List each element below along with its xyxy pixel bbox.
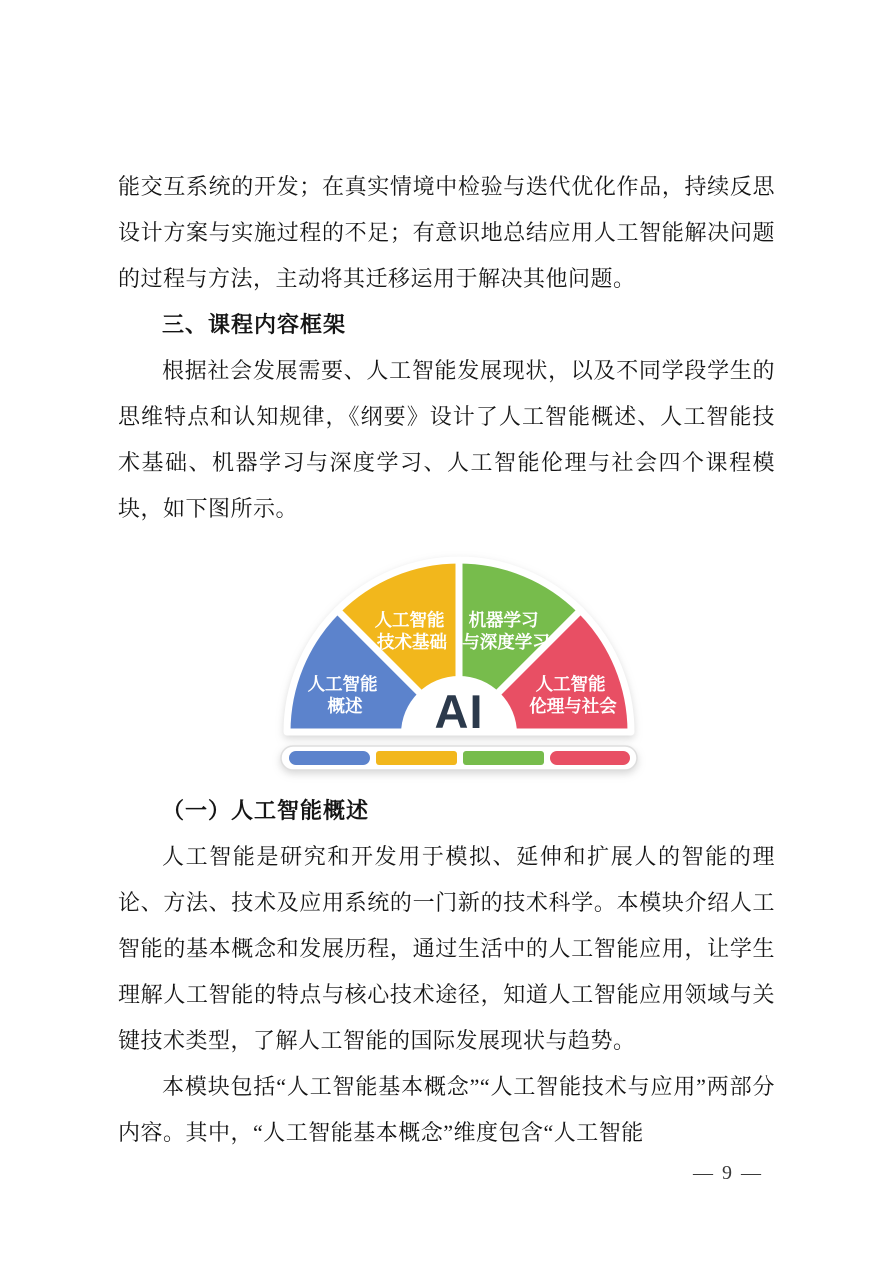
paragraph-framework-intro: 根据社会发展需要、人工智能发展现状，以及不同学段学生的思维特点和认知规律，《纲要》设计了人工智能概述、人工智能技术基础、机器学习与深度学习、人工智能伦理与社会四个课程模块，如下图所示。 [118,358,775,521]
paragraph-ai-definition: 人工智能是研究和开发用于模拟、延伸和扩展人的智能的理论、方法、技术及应用系统的一门新的技术科学。本模块介绍人工智能的基本概念和发展历程，通过生活中的人工智能应用，让学生理解人工智能的特点与核心技术途径，知道人工智能应用领域与关键技术类型，了解人工智能的国际发展现状与趋势。 [118,844,775,1053]
segment-label-ai-tech-basics: 人工智能 技术基础 [374,610,447,652]
segment-label-ai-overview: 人工智能 概述 [307,674,378,716]
page-number: — 9 — [693,1162,763,1184]
curriculum-modules-diagram [279,548,639,780]
legend-bar [281,746,637,770]
legend-swatch-ai-ethics-society [550,751,630,765]
legend-swatch-ai-overview [289,751,370,765]
legend-swatch-ai-tech-basics [376,751,457,765]
segment-label-ai-ethics-society: 人工智能 伦理与社会 [528,674,617,716]
subsection-heading-ai-overview: （一）人工智能概述 [162,798,370,823]
ai-center-label: AI [434,685,483,738]
section-heading-course-framework: 三、课程内容框架 [162,312,347,337]
legend-swatch-machine-deep-learning [463,751,544,765]
paragraph-module-parts: 本模块包括“人工智能基本概念”“人工智能技术与应用”两部分内容。其中，“人工智能基本概念”维度包含“人工智能 [118,1074,775,1145]
paragraph-continued: 能交互系统的开发；在真实情境中检验与迭代优化作品，持续反思设计方案与实施过程的不足；有意识地总结应用人工智能解决问题的过程与方法，主动将其迁移运用于解决其他问题。 [118,174,775,291]
segment-label-machine-deep-learning: 机器学习 与深度学习 [461,610,550,652]
